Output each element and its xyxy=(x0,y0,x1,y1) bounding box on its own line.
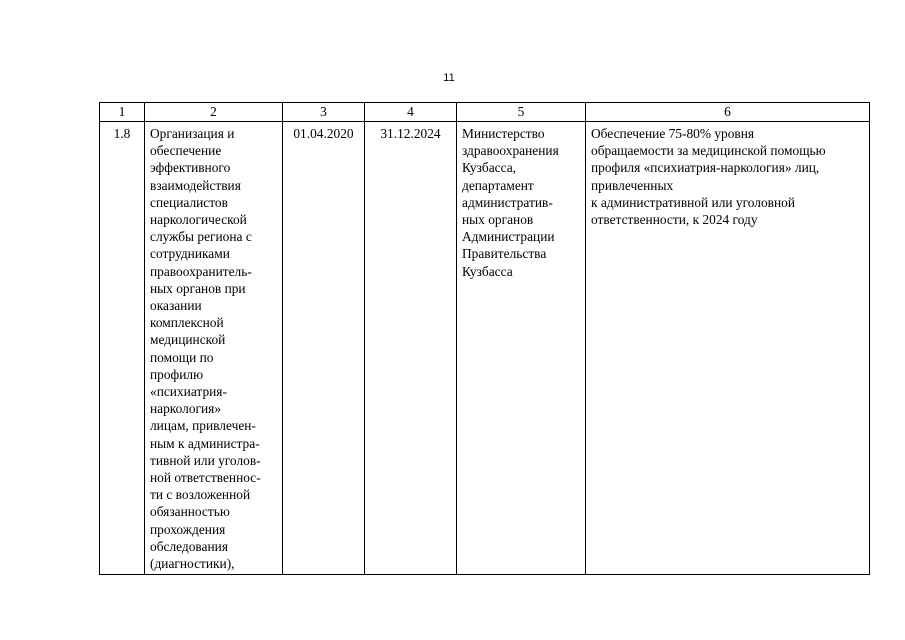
result-text-line: обращаемости за медицинской помощью xyxy=(591,143,826,159)
responsible-text-line: административ- xyxy=(462,194,553,210)
responsible-text-line: здравоохранения xyxy=(462,143,559,159)
responsible-cell xyxy=(457,122,586,575)
table-header-row xyxy=(100,103,870,122)
column-header-6: 6 xyxy=(586,103,870,122)
result-text-line: Обеспечение 75-80% уровня xyxy=(591,126,755,141)
end-date-cell xyxy=(365,122,457,575)
activity-text-line: комплексной xyxy=(150,315,224,331)
activity-text-line: наркологической xyxy=(150,212,247,228)
activity-text-line: оказании xyxy=(150,298,202,314)
start-date-cell xyxy=(283,122,365,575)
responsible-text-line: Администрации xyxy=(462,229,555,245)
activity-text-line: тивной или уголов- xyxy=(150,452,261,468)
activity-text-line: взаимодействия xyxy=(150,177,241,193)
result-text-line: профиля «психиатрия-наркология» лиц, xyxy=(591,160,820,176)
activity-text-line: ной ответственнос- xyxy=(150,470,261,486)
start-date: 01.04.2020 xyxy=(293,126,354,141)
responsible-text-line: Кузбасса, xyxy=(462,160,517,176)
activity-text-line: ных органов при xyxy=(150,280,246,296)
activity-text-line: профилю xyxy=(150,366,204,382)
responsible-text-line: ных органов xyxy=(462,212,534,228)
responsible-text-line: Кузбасса xyxy=(462,263,513,279)
row-number-cell xyxy=(100,122,145,575)
result-text-line: привлеченных xyxy=(591,177,674,193)
plan-table xyxy=(99,102,870,575)
row-number: 1.8 xyxy=(113,126,131,141)
result-text-line: ответственности, к 2024 году xyxy=(591,212,758,228)
activity-text-line: прохождения xyxy=(150,521,226,537)
activity-text-line: Организация и xyxy=(150,126,235,141)
column-header-3: 3 xyxy=(283,103,365,122)
activity-text-line: обязанностью xyxy=(150,504,230,520)
column-header-4: 4 xyxy=(365,103,457,122)
activity-text-line: службы региона с xyxy=(150,229,252,245)
activity-text-line: правоохранитель- xyxy=(150,263,252,279)
activity-text-line: обследования xyxy=(150,538,228,554)
activity-text-line: ти с возложенной xyxy=(150,487,251,503)
activity-text-line: лицам, привлечен- xyxy=(150,418,256,434)
activity-text-line: медицинской xyxy=(150,332,226,348)
column-header-1: 1 xyxy=(100,103,145,122)
activity-text-line: обеспечение xyxy=(150,143,222,159)
activity-text-line: (диагностики), xyxy=(150,556,235,572)
activity-text-line: помощи по xyxy=(150,349,214,365)
activity-text-line: сотрудниками xyxy=(150,246,230,262)
result-cell xyxy=(586,122,870,575)
result-text-line: к административной или уголовной xyxy=(591,194,796,210)
table-row xyxy=(100,122,870,575)
activity-cell xyxy=(145,122,283,575)
page-number: 11 xyxy=(443,72,455,84)
responsible-text-line: Правительства xyxy=(462,246,547,262)
responsible-text-line: Министерство xyxy=(462,126,545,141)
activity-text-line: специалистов xyxy=(150,194,228,210)
activity-text-line: эффективного xyxy=(150,160,231,176)
activity-text-line: ным к администра- xyxy=(150,435,260,451)
responsible-text-line: департамент xyxy=(462,177,534,193)
activity-text-line: «психиатрия- xyxy=(150,384,227,400)
end-date: 31.12.2024 xyxy=(380,126,441,141)
activity-text-line: наркология» xyxy=(150,401,222,417)
column-header-2: 2 xyxy=(145,103,283,122)
column-header-5: 5 xyxy=(457,103,586,122)
